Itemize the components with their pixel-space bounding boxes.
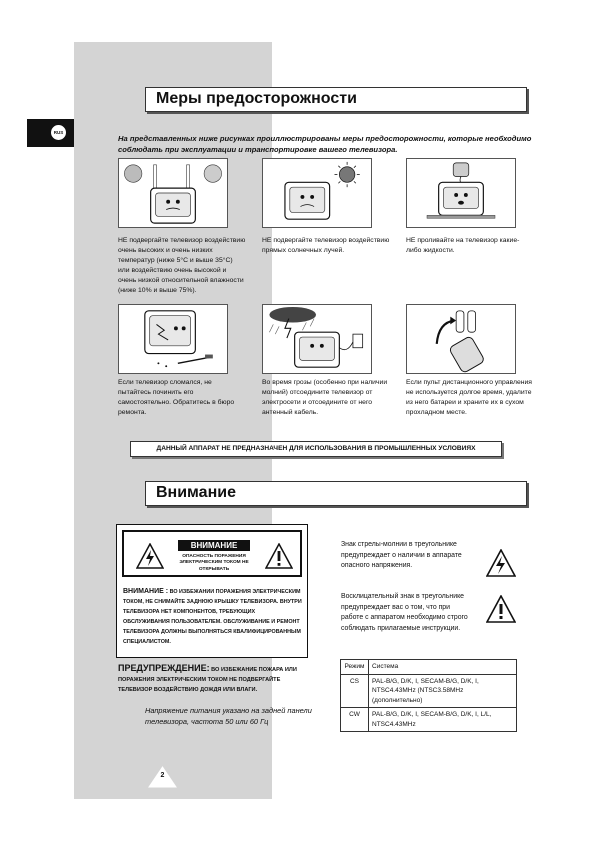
language-badge: RUS [51, 125, 66, 140]
lightning-warning-icon [136, 543, 164, 569]
table-cell-system: PAL-B/G, D/K, I, SECAM-B/G, D/K, I, NTSC4.43MHz (NTSC3.58MHz (дополнительно) [369, 674, 517, 708]
illustration-remote-batteries [406, 304, 516, 374]
lightning-symbol-text: Знак стрелы-молнии в треугольнике предупреждает о наличии в аппарате опасного напряжения. [341, 541, 462, 569]
foreword-text: ВО ИЗБЕЖАНИЕ ПОЖАРА ИЛИ ПОРАЖЕНИЯ ЭЛЕКТРИЧЕСКИМ ТОКОМ НЕ ПОДВЕРГАЙТЕ ТЕЛЕВИЗОР ВОЗДЕЙСТВИЮ ДОЖДЯ ИЛИ ВЛАГИ. [118, 667, 297, 693]
precautions-title: Меры предосторожности [145, 87, 527, 112]
table-cell-mode: CS [341, 674, 369, 708]
caption-broken-tv: Если телевизор сломался, не пытайтесь починить его самостоятельно. Обратитесь в бюро ремонта. [118, 379, 235, 416]
foreword-warning [118, 663, 313, 695]
illustration-sunlight [262, 158, 372, 228]
caption-liquid: НЕ проливайте на телевизор какие-либо жидкости. [406, 237, 520, 254]
power-note: Напряжение питания указано на задней панели телевизора, частота 50 или 60 Гц [145, 706, 312, 726]
page-number: 2 [160, 772, 165, 779]
foreword-lead: ПРЕДУПРЕЖДЕНИЕ: [118, 663, 210, 673]
illustration-liquid [406, 158, 516, 228]
caution-text [123, 587, 303, 647]
illustration-temperature [118, 158, 228, 228]
caution-panel [116, 524, 308, 658]
table-header-system: Система [369, 660, 517, 675]
caution-subheading: ОПАСНОСТЬ ПОРАЖЕНИЯ ЭЛЕКТРИЧЕСКИМ ТОКОМ НЕ ОТКРЫВАТЬ [179, 554, 249, 572]
caution-lead: ВНИМАНИЕ : [123, 588, 169, 595]
exclamation-symbol-icon [486, 595, 516, 623]
exclamation-warning-icon [265, 543, 293, 569]
table-header-row [341, 660, 517, 675]
lightning-symbol-icon [486, 549, 516, 577]
table-row [341, 708, 517, 732]
page-number-badge [148, 766, 177, 788]
caption-remote-batteries: Если пульт дистанционного управления не используется долгое время, удалите из него батареи и храните их в сухом прохладном месте. [406, 379, 532, 416]
caution-heading: ВНИМАНИЕ [178, 540, 250, 551]
precautions-intro: На представленных ниже рисунках проиллюстрированы меры предосторожности, которые необходимо соблюдать при эксплуатации и транспортировке вашего телевизора. [118, 134, 532, 154]
caution-label [122, 530, 302, 577]
caption-temperature: НЕ подвергайте телевизор воздействию очень высоких и очень низких температур (ниже 5°С и выше 35°С) или воздействию очень высокой и очень низкой относительной влажности (ниже 10% и выше 75%). [118, 237, 246, 294]
illustration-thunderstorm [262, 304, 372, 374]
caution-body-text: ВО ИЗБЕЖАНИИ ПОРАЖЕНИЯ ЭЛЕКТРИЧЕСКИМ ТОКОМ, НЕ СНИМАЙТЕ ЗАДНЮЮ КРЫШКУ ТЕЛЕВИЗОРА. ВНУТРИ ТЕЛЕВИЗОРА НЕТ КОМПОНЕНТОВ, ТРЕБУЮЩИХ ОБСЛУЖИВАНИЯ ПОЛЬЗОВАТЕЛЕМ. ОБСЛУЖИВАНИЕ И РЕМОНТ ТЕЛЕВИЗОРА ДОЛЖНЫ ВЫПОЛНЯТЬСЯ КВАЛИФИЦИРОВАННЫМ СПЕЦИАЛИСТОМ. [123, 589, 302, 645]
table-row [341, 674, 517, 708]
table-header-mode: Режим [341, 660, 369, 675]
industrial-warning: ДАННЫЙ АППАРАТ НЕ ПРЕДНАЗНАЧЕН ДЛЯ ИСПОЛЬЗОВАНИЯ В ПРОМЫШЛЕННЫХ УСЛОВИЯХ [130, 441, 502, 457]
table-cell-mode: CW [341, 708, 369, 732]
caption-sunlight: НЕ подвергайте телевизор воздействию прямых солнечных лучей. [262, 237, 390, 254]
table-cell-system: PAL-B/G, D/K, I, SECAM-B/G, D/K, I, L/L, NTSC4.43MHz [369, 708, 517, 732]
attention-title: Внимание [145, 481, 527, 506]
illustration-broken-tv [118, 304, 228, 374]
caption-thunderstorm: Во время грозы (особенно при наличии молний) отсоедините телевизор от электросети и отсоедините от него антенный кабель. [262, 379, 388, 416]
system-table [340, 659, 517, 732]
exclamation-symbol-text: Восклицательный знак в треугольнике предупреждает вас о том, что при работе с аппаратом необходимо строго соблюдать прилагаемые инструкции. [341, 593, 468, 632]
